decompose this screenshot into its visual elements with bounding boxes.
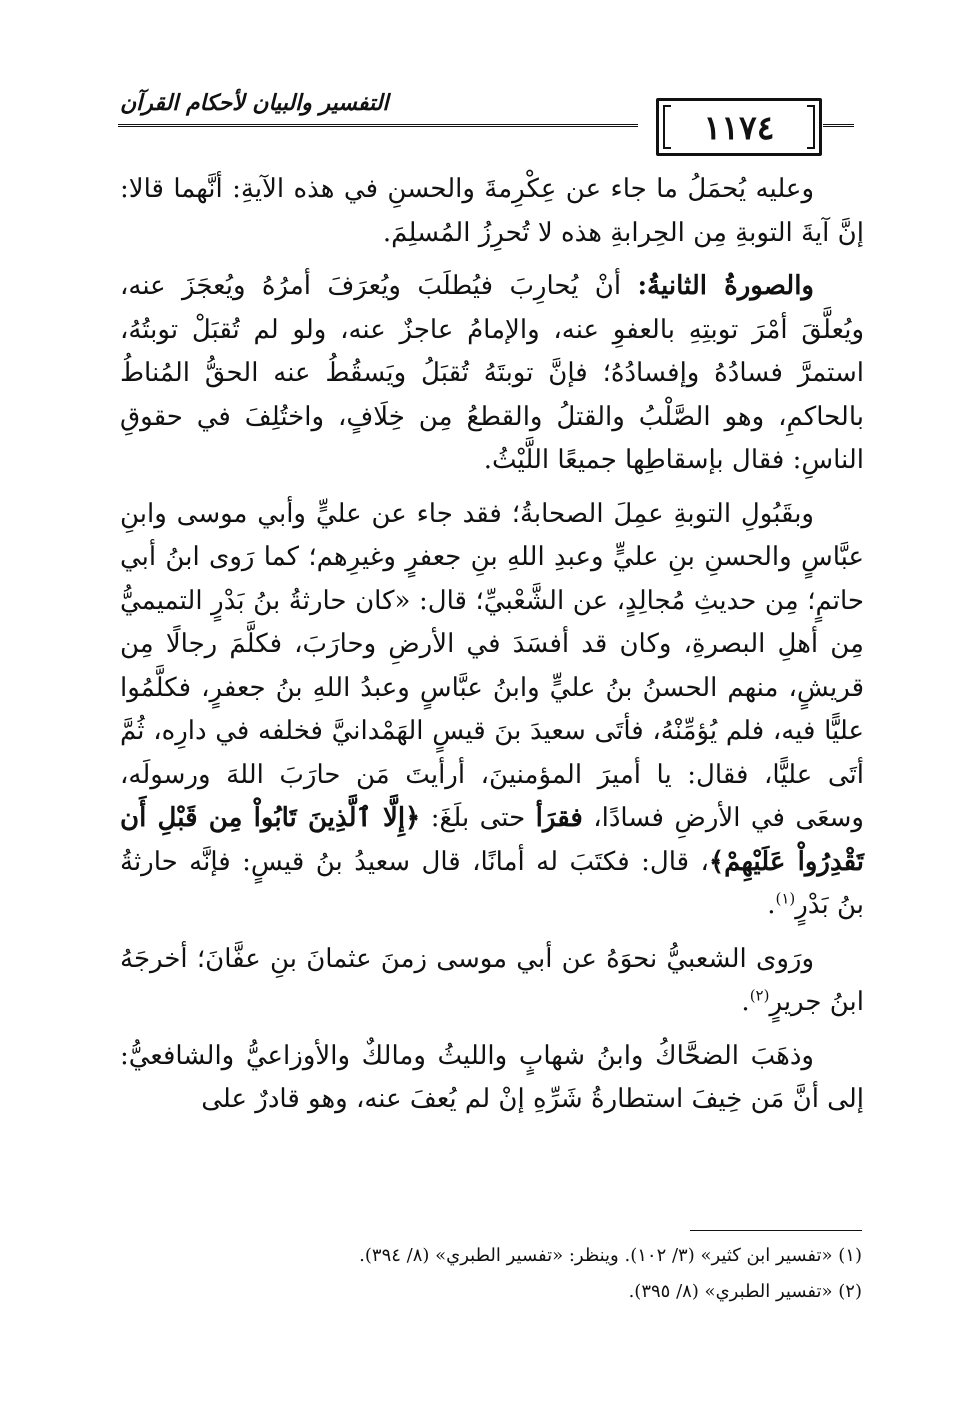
paragraph-4-text: ورَوى الشعبيُّ نحوَهُ عن أبي موسى زمنَ عثمانَ بنِ عفَّانَ؛ أخرجَهُ ابنُ جريرٍ — [120, 943, 864, 1017]
body-text — [120, 168, 864, 1122]
paragraph-3-end: . — [767, 890, 776, 920]
paragraph-3-text-a: وبقَبُولِ التوبةِ عمِلَ الصحابةُ؛ فقد جاء عن عليٍّ وأبي موسى وابنِ عبَّاسٍ والحسنِ بنِ عليٍّ وعبدِ اللهِ بنِ جعفرٍ وغيرِهم؛ كما رَوى ابنُ أبي حاتمٍ؛ مِن حديثِ مُجالِدٍ، عن الشَّعْبيِّ؛ قال: «كان حارثةُ بنُ بَدْرٍ التميميُّ مِن أهلِ البصرةِ، وكان قد أفسَدَ في الأرضِ وحارَبَ، فكلَّمَ رجالًا مِن قريشٍ، منهم الحسنُ بنُ عليٍّ وابنُ عبَّاسٍ وعبدُ اللهِ بنُ جعفرٍ، فكلَّمُوا عليًّا فيه، فلم يُؤمِّنْهُ، فأتَى سعيدَ بنَ قيسٍ الهَمْدانيَّ فخلفه في دارِه، ثُمَّ أتَى عليًّا، فقال: يا أميرَ المؤمنينَ، أرأيتَ مَن حارَبَ اللهَ ورسولَه، وسعَى في الأرضِ فسادًا، — [120, 498, 864, 833]
running-title: التفسير والبيان لأحكام القرآن — [120, 90, 389, 116]
paragraph-2-text: أنْ يُحارِبَ فيُطلَبَ ويُعرَفَ أمرُهُ ويُعجَزَ عنه، ويُعلَّقَ أمْرَ توبتِهِ بالعفوِ عنه، والإمامُ عاجزٌ عنه، ولو لم تُقبَلْ توبتُهُ، استمرَّ فسادُهُ وإفسادُهُ؛ فإنَّ توبتَهُ تُقبَلُ ويَسقُطُ عنه الحقُّ المُناطُ بالحاكمِ، وهو الصَّلْبُ والقتلُ والقطعُ مِن خِلَافٍ، واختُلِفَ في حقوقِ الناسِ: فقال بإسقاطِها جميعًا اللَّيْثُ. — [120, 271, 864, 475]
paragraph-5: وذهَبَ الضحَّاكُ وابنُ شهابٍ والليثُ ومالكٌ والأوزاعيُّ والشافعيُّ: إلى أنَّ مَن خِيفَ استطارةُ شَرِّهِ إنْ لم يُعفَ عنه، وهو قادرٌ على — [120, 1040, 864, 1114]
footnotes — [300, 1238, 862, 1310]
header-rule-left — [118, 124, 638, 127]
paragraph-3-text-b: حتى بلَغَ: — [420, 803, 536, 833]
paragraph-3-text-c: ، قال: فكتَبَ له أمانًا، قال سعيدُ بنُ قيسٍ: فإنَّه حارثةُ بنُ بَدْرٍ — [120, 846, 864, 920]
footnote-separator — [690, 1230, 862, 1231]
page-number: ١١٧٤ — [656, 98, 822, 156]
paragraph-4 — [120, 938, 864, 1025]
paragraph-4-end: . — [741, 987, 750, 1017]
footnote-ref-2[interactable]: (٢) — [749, 986, 770, 1005]
header-rule-right — [823, 124, 854, 127]
paragraph-3 — [120, 493, 864, 928]
page-header — [118, 88, 854, 148]
footnote-1: (١) «تفسير ابن كثير» (٣/ ١٠٢). وينظر: «تفسير الطبري» (٨/ ٣٩٤). — [359, 1245, 862, 1266]
quran-verse: ﴿إِلَّا ٱلَّذِينَ تَابُواْ مِن قَبْلِ أَن تَقْدِرُواْ عَلَيْهِمْ﴾ — [120, 803, 864, 877]
paragraph-1: وعليه يُحمَلُ ما جاء عن عِكْرِمةَ والحسنِ في هذه الآيةِ: أنَّهما قالا: إنَّ آيةَ التوبةِ مِن الحِرابةِ هذه لا تُحرِزُ المُسلِمَ. — [120, 174, 864, 248]
footnote-2: (٢) «تفسير الطبري» (٨/ ٣٩٥). — [628, 1281, 862, 1302]
paragraph-3-verb: فقرَأ — [535, 803, 583, 833]
paragraph-2 — [120, 265, 864, 483]
section-lead: والصورةُ الثانيةُ: — [637, 271, 814, 301]
footnote-ref-1[interactable]: (١) — [775, 889, 796, 908]
